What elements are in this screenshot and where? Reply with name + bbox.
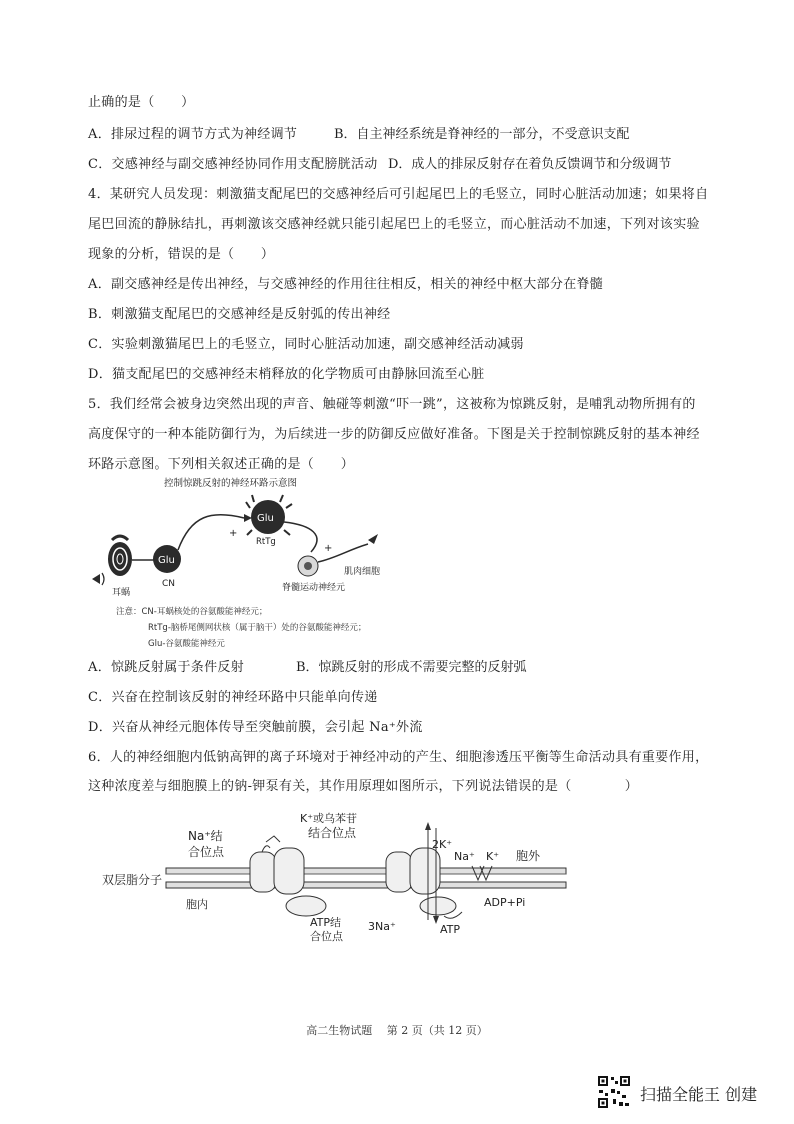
two-k-label: 2K⁺	[432, 838, 453, 851]
plus-sign-2: +	[324, 543, 333, 554]
q6-stem-line-2: 这种浓度差与细胞膜上的钠-钾泵有关，其作用原理如图所示，下列说法错误的是（ ）	[88, 779, 638, 794]
rttg-label: RtTg	[256, 537, 276, 547]
q4-option-b: B．刺激猫支配尾巴的交感神经是反射弧的传出神经	[88, 307, 391, 322]
q4-stem-line-2: 尾巴回流的静脉结扎，再刺激该交感神经就只能引起尾巴上的毛竖立，而心脏活动不加速，下列对该实验	[88, 217, 700, 232]
cn-label: CN	[162, 579, 176, 589]
figure1-note-1: 注意：CN-耳蜗核处的谷氨酸能神经元；	[116, 607, 268, 617]
scanner-watermark: 扫描全能王 创建	[640, 1085, 758, 1104]
cn-glu-label: Glu	[158, 555, 175, 566]
adp-label: ADP+Pi	[484, 896, 526, 909]
rttg-axon	[284, 522, 317, 552]
pump-protein-1	[250, 836, 326, 916]
cochlea-label: 耳蜗	[112, 588, 131, 598]
sound-source-icon	[92, 573, 104, 585]
sodium-potassium-pump-figure	[98, 808, 568, 946]
q6-stem-line-1: 6．人的神经细胞内低钠高钾的离子环境对于神经冲动的产生、细胞渗透压平衡等生命活动具有重要作用，	[88, 750, 709, 765]
figure1-title: 控制惊跳反射的神经环路示意图	[164, 478, 298, 489]
atp-label: ATP	[440, 923, 461, 936]
q5-option-a: A．惊跳反射属于条件反射	[88, 660, 244, 675]
startle-reflex-circuit-figure	[86, 470, 406, 660]
bilayer-label: 双层脂分子	[102, 873, 163, 887]
q4-option-d: D．猫支配尾巴的交感神经末梢释放的化学物质可由静脉回流至心脏	[88, 367, 485, 382]
q5-stem-line-1: 5．我们经常会被身边突然出现的声音、触碰等刺激“吓一跳”，这被称为惊跳反射，是哺乳动物所拥有的	[88, 397, 696, 412]
q3-option-b: B．自主神经系统是脊神经的一部分，不受意识支配	[334, 127, 630, 142]
k-site-label-2: 结合位点	[308, 826, 357, 840]
three-na-label: 3Na⁺	[368, 920, 396, 933]
q3-option-c: C．交感神经与副交感神经协同作用支配膀胱活动	[88, 157, 378, 172]
q4-option-c: C．实验刺激猫尾巴上的毛竖立，同时心脏活动加速，副交感神经活动减弱	[88, 337, 524, 352]
na-site-label-2: 合位点	[188, 845, 225, 859]
figure1-note-3: Glu-谷氨酸能神经元	[148, 639, 225, 649]
q5-option-d: D．兴奋从神经元胞体传导至突触前膜，会引起 Na⁺外流	[88, 720, 423, 735]
spinal-neuron-label: 脊髓运动神经元	[282, 583, 346, 593]
k-site-label-1: K⁺或乌苯苷	[300, 812, 358, 825]
qr-code-icon	[597, 1075, 631, 1109]
atp-site-label-1: ATP结	[310, 916, 342, 929]
lipid-bilayer	[166, 868, 566, 888]
q3-option-a: A．排尿过程的调节方式为神经调节	[88, 127, 298, 142]
cochlea-icon	[108, 536, 132, 576]
atp-site-label-2: 合位点	[310, 930, 343, 943]
q4-stem-line-3: 现象的分析，错误的是（ ）	[88, 247, 275, 262]
q5-stem-line-2: 高度保守的一种本能防御行为，为后续进一步的防御反应做好准备。下图是关于控制惊跳反射的基本神经	[88, 427, 700, 442]
na-label: Na⁺	[454, 850, 475, 863]
page-footer: 高二生物试题 第 2 页（共 12 页）	[306, 1024, 488, 1037]
k-label: K⁺	[486, 850, 500, 863]
na-site-label-1: Na⁺结	[188, 829, 223, 843]
q3-stem-tail: 止确的是（ ）	[88, 95, 195, 110]
plus-sign-1: +	[229, 528, 238, 539]
rttg-glu-label: Glu	[257, 513, 274, 524]
inside-label: 胞内	[186, 898, 208, 911]
muscle-cell-label: 肌肉细胞	[344, 567, 381, 577]
muscle-cell-icon	[368, 534, 378, 544]
figure1-note-2: RtTg-脑桥尾侧网状核（属于脑干）处的谷氨酸能神经元；	[148, 623, 367, 633]
q4-stem-line-1: 4．某研究人员发现：刺激猫支配尾巴的交感神经后可引起尾巴上的毛竖立，同时心脏活动加速；如果将自	[88, 187, 709, 202]
q4-option-a: A．副交感神经是传出神经，与交感神经的作用往往相反，相关的神经中枢大部分在脊髓	[88, 277, 604, 292]
q5-option-c: C．兴奋在控制该反射的神经环路中只能单向传递	[88, 690, 378, 705]
q3-option-d: D．成人的排尿反射存在着负反馈调节和分级调节	[388, 157, 672, 172]
q5-stem-line-3: 环路示意图。下列相关叙述正确的是（ ）	[88, 457, 355, 472]
outside-label: 胞外	[516, 849, 541, 863]
q5-option-b: B．惊跳反射的形成不需要完整的反射弧	[296, 660, 527, 675]
